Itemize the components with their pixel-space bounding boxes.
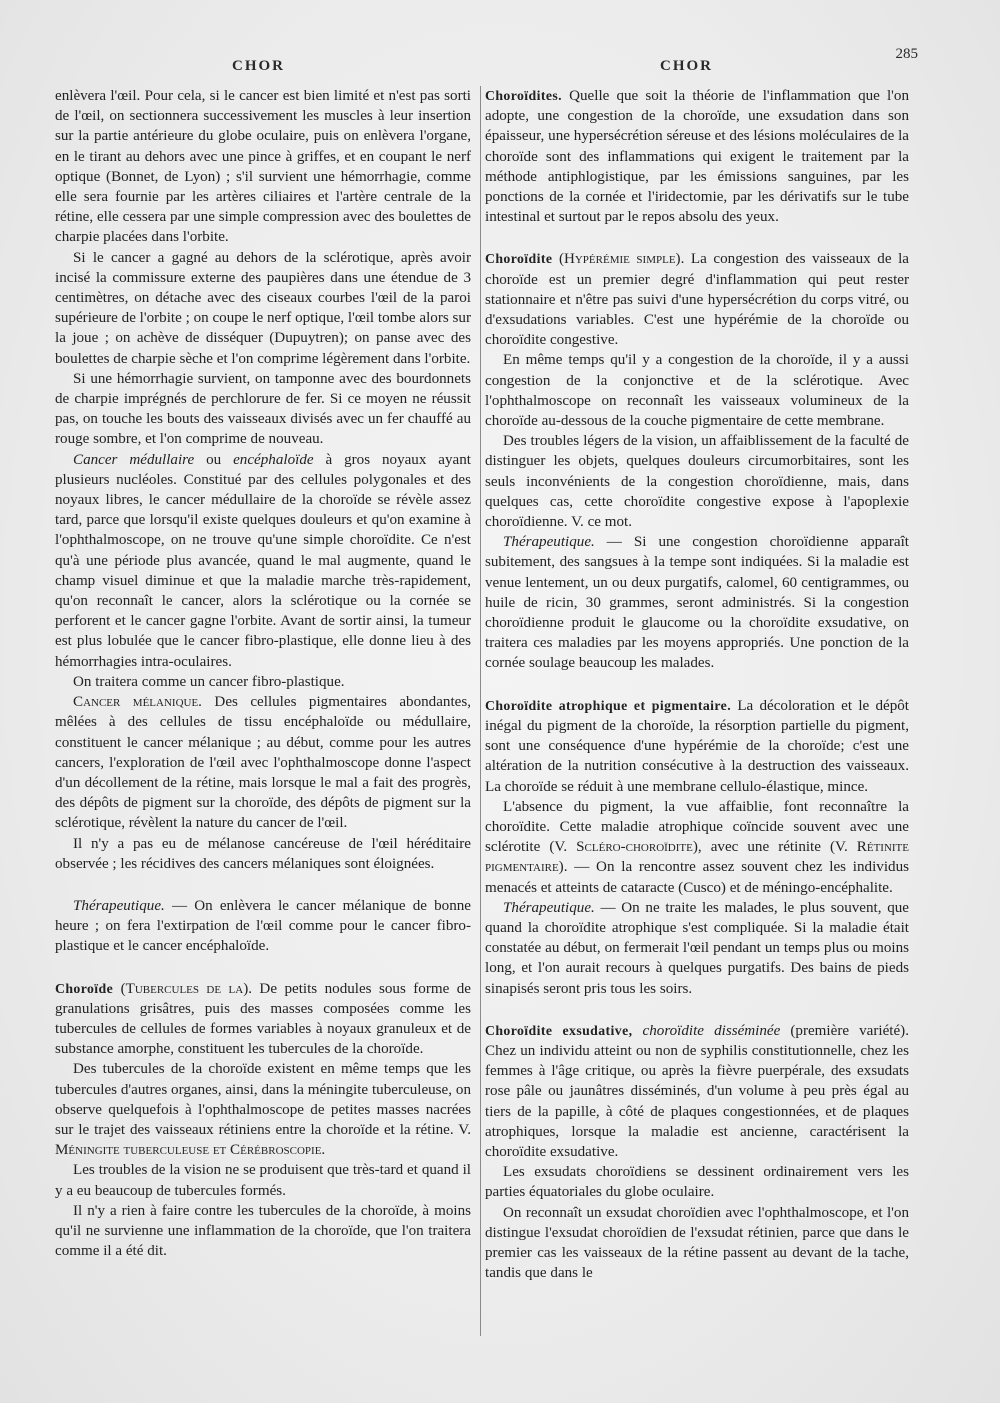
paragraph: Des troubles légers de la vision, un affaiblissement de la faculté de distinguer les objets, quelques douleurs circumorbitaires, sont les seuls inconvénients de la congestion choroïdienne, mais, dans quelques cas, cette choroïdite congestive expose à l'apoplexie choroïdienne. V. ce mot. [485,433,909,531]
paragraph: Si une hémorrhagie survient, on tamponne avec des bourdonnets de charpie imprégnés de perchlorure de fer. Si ce moyen ne réussit pas, on touche les bouts des vaisseaux divisés avec un fer chauffé au rouge sombre, et l'on comprime de nouveau. [55,370,471,448]
text-run: L'absence du pigment, la vue affaiblie, font reconnaître la choroïdite. Cette maladie atrophique coïncide souvent avec une sclérotite (V. [485,798,909,856]
paragraph: Les troubles de la vision ne se produisent que très-tard et quand il y a eu beaucoup de tubercules formés. [55,1162,471,1199]
text-run: (première variété). Chez un individu atteint ou non de syphilis constitutionnelle, chez les femmes à l'âge critique, ou après la fièvre puerpérale, des exsudats rose pâle ou jaunâtres disséminés, d'un volume à peu près égal au tiers de la papille, à côté de plaques congestionnées, et de plaques atrophiques, lorsque la maladie est ancienne, caractérisent la choroïdite exsudative. [485,1022,909,1160]
text-run: ou [194,451,234,468]
column-divider [480,86,481,1336]
text-run: à gros noyaux ayant plusieurs nucléoles. Constitué par des cellules polygonales et des noyaux libres, le cancer médullaire de la choroïde se révèle assez tard, parce que lorsqu'il existe quelques douleurs et qu'on examine à l'ophthalmoscope, on ne trouve qu'une simple choroïdite. Ce n'est qu'à une période plus avancée, quand le mal augmente, quand le champ visuel diminue et que la maladie marche très-rapidement, qu'on reconnaît le cancer, alors la sclérotique ou la cornée se perforent et le cancer gagne l'orbite. Avant de sortir ainsi, la tumeur est plus lobulée que le cancer fibro-plastique, elle donne lieu à des hémorrhagies intra-oculaires. [55,451,471,670]
paragraph: On traitera comme un cancer fibro-plastique. [73,673,345,690]
text-run: — On enlèvera le cancer mélanique de bonne heure ; on fera l'extirpation de l'œil comme pour le cancer fibro-plastique et le cancer encéphaloïde. [55,897,471,955]
text-run: ), avec une rétinite (V. [692,839,857,856]
text-run: — Si une congestion choroïdienne apparaît subitement, des sangsues à la tempe sont indiquées. Si la maladie est venue lentement, un ou deux purgatifs, calomel, 60 centigrammes, ou huile de ricin, 30 grammes, seront administrés. Si la congestion choroïdienne produit le glaucome ou la choroïdite exsudative, on traitera ces maladies par les moyens appropriés. Une ponction de la cornée soulage beaucoup les malades. [485,534,909,672]
entry-choroidite-hyperemie [485,249,909,350]
cross-reference: Rétinite pigmentaire [485,839,909,876]
paragraph: enlèvera l'œil. Pour cela, si le cancer est bien limité et n'est pas sorti de l'œil, on sectionnera successivement les muscles à leur insertion sur la partie antérieure du globe oculaire, puis on enlèvera l'organe, en le tirant au dehors avec une pince à griffes, et en coupant le nerf optique (Bonnet, de Lyon) ; s'il survient une hémorrhagie, comme elle sera fournie par les artères ciliaires et l'artère centrale de la rétine, elle cessera par une simple compression avec des boulettes de charpie placées dans l'orbite. [55,88,471,246]
term-italic: Cancer médullaire [73,451,195,468]
text-run: La décoloration et le dépôt inégal du pigment de la choroïde, la résorption partielle du pigment, sont une conséquence d'une hypérémie de la choroïde; c'est une altération de la nutrition consécutive à la destruction des vaisseaux. La choroïde se réduit à une membrane cellulo-élastique, mince. [485,697,909,795]
text-run: Des tubercules de la choroïde existent en même temps que les tubercules d'autres organes, ainsi, dans la méningite tuberculeuse, on observe quelquefois à l'ophthalmoscope de petites masses nacrées sur le trajet des vaisseaux rétiniens entre la choroïde et la rétine. V. [55,1061,471,1138]
term-italic: Thérapeutique. [503,534,595,551]
entry-headword: Choroïdite [485,251,553,267]
text-run: Quelle que soit la théorie de l'inflammation que l'on adopte, une congestion de la choroïde, une exsudation dans son épaisseur, une hypersécrétion séreuse et des lésions moléculaires de la choroïde sont des inflammations qui exigent le traitement par la méthode antiphlogistique, par les émissions sanguines, par les ponctions de la cornée et l'iridectomie, par les dérivatifs sur le tube intestinal et surtout par le repos absolu des yeux. [485,88,909,226]
entry-subhead: (Hypérémie simple). [552,251,685,268]
paragraph [485,797,909,898]
text-run: De petits nodules sous forme de granulations grisâtres, puis des masses composées comme les tubercules de cellules de formes variables à noyaux granuleux et de substance amorphe, constituent les tubercules de la choroïde. [55,980,471,1058]
term-italic: Thérapeutique. [73,897,165,914]
term-smallcaps: Cancer mélanique. [73,694,202,711]
left-running-head: CHOR [232,58,285,74]
text-run: La congestion des vaisseaux de la choroïde est un premier degré d'inflammation qui peut rester stationnaire et n'être pas suivi d'une hypersécrétion du corps vitré, ou d'exsudations variables. C'est une hypérémie de la choroïde ou choroïdite congestive. [485,251,909,349]
paragraph [55,1059,471,1160]
paragraph [485,532,909,673]
text-run: Des cellules pigmentaires abondantes, mêlées à des cellules de tissu encéphaloïde ou médullaire, constituent le cancer mélanique ; au début, comme pour les autres cancers, l'exploration de l'œil avec l'ophthalmoscope donne l'aspect d'un décollement de la rétine, mais lorsque le mal a fait des progrès, des dépôts de pigment sur la choroïde, des dépôts de pigment sur la sclérotique, révèlent la nature du cancer de l'œil. [55,694,471,832]
entry-headword: Choroïdite exsudative, [485,1022,633,1038]
entry-headword: Choroïde [55,980,114,996]
paragraph: Si le cancer a gagné au dehors de la sclérotique, après avoir incisé la commissure externe des paupières dans une étendue de 3 centimètres, on détache avec des ciseaux courbes l'œil de la paroi supérieure de l'orbite ; on coupe le nerf optique, l'œil tombe alors sur la joue ; on achève de disséquer (Dupuytren); on panse avec des boulettes de charpie sèche et l'on comprime légèrement dans l'orbite. [55,249,471,367]
text-run: ). — On la rencontre assez souvent chez les individus menacés et atteints de cataracte (Cusco) et de méningo-encéphalite. [485,859,909,896]
paragraph: Il n'y a pas eu de mélanose cancéreuse de l'œil héréditaire observée ; les récidives des cancers mélaniques sont éloignées. [55,835,471,872]
right-column [485,86,909,1283]
paragraph: Les exsudats choroïdiens se dessinent ordinairement vers les parties équatoriales du globe oculaire. [485,1164,909,1201]
text-run: — On ne traite les malades, le plus souvent, que quand la choroïdite atrophique s'est compliquée. Si la maladie était constatée au début, on fermerait l'œil pendant un temps plus ou moins long, et l'on aurait recours à quelques purgatifs. Des bains de pieds sinapisés seront pris tous les soirs. [485,899,909,997]
term-italic: choroïdite disséminée [632,1022,781,1039]
entry-headword: Choroïdite atrophique et pigmentaire. [485,697,732,713]
entry-headword: Choroïdites. [485,88,562,103]
entry-choroidites [485,86,909,227]
left-column [55,86,471,1261]
entry-choroidite-atrophique [485,696,909,797]
paragraph [485,898,909,999]
cross-reference: Scléro-choroïdite [576,839,693,856]
paragraph: Il n'y a rien à faire contre les tubercules de la choroïde, à moins qu'il ne survienne une inflammation de la choroïde, que l'on traitera comme il a été dit. [55,1202,471,1260]
entry-choroidite-exsudative [485,1021,909,1162]
paragraph: En même temps qu'il y a congestion de la choroïde, il y a aussi congestion de la conjonctive et de la sclérotique. Avec l'ophthalmoscope on reconnaît les vaisseaux volumineux de la choroïde au-dessous de la couche pigmentaire de cette membrane. [485,352,909,430]
entry-choroide-tubercules [55,979,471,1060]
paragraph [55,450,471,672]
paragraph [55,896,471,957]
entry-subhead: (Tubercules de la). [113,980,252,997]
paragraph: On reconnaît un exsudat choroïdien avec l'ophthalmoscope, et l'on distingue l'exsudat choroïdien de l'exsudat rétinien, parce que dans le premier cas les vaisseaux de la rétine passent au devant de la tache, tandis que dans le [485,1204,909,1282]
term-italic: Thérapeutique. [503,899,595,916]
cross-reference: Méningite tuberculeuse et Cérébroscopie. [55,1142,326,1159]
term-italic: encéphaloïde [233,451,314,468]
page-number: 285 [895,46,918,62]
right-running-head: CHOR [660,58,713,74]
paragraph [55,692,471,833]
